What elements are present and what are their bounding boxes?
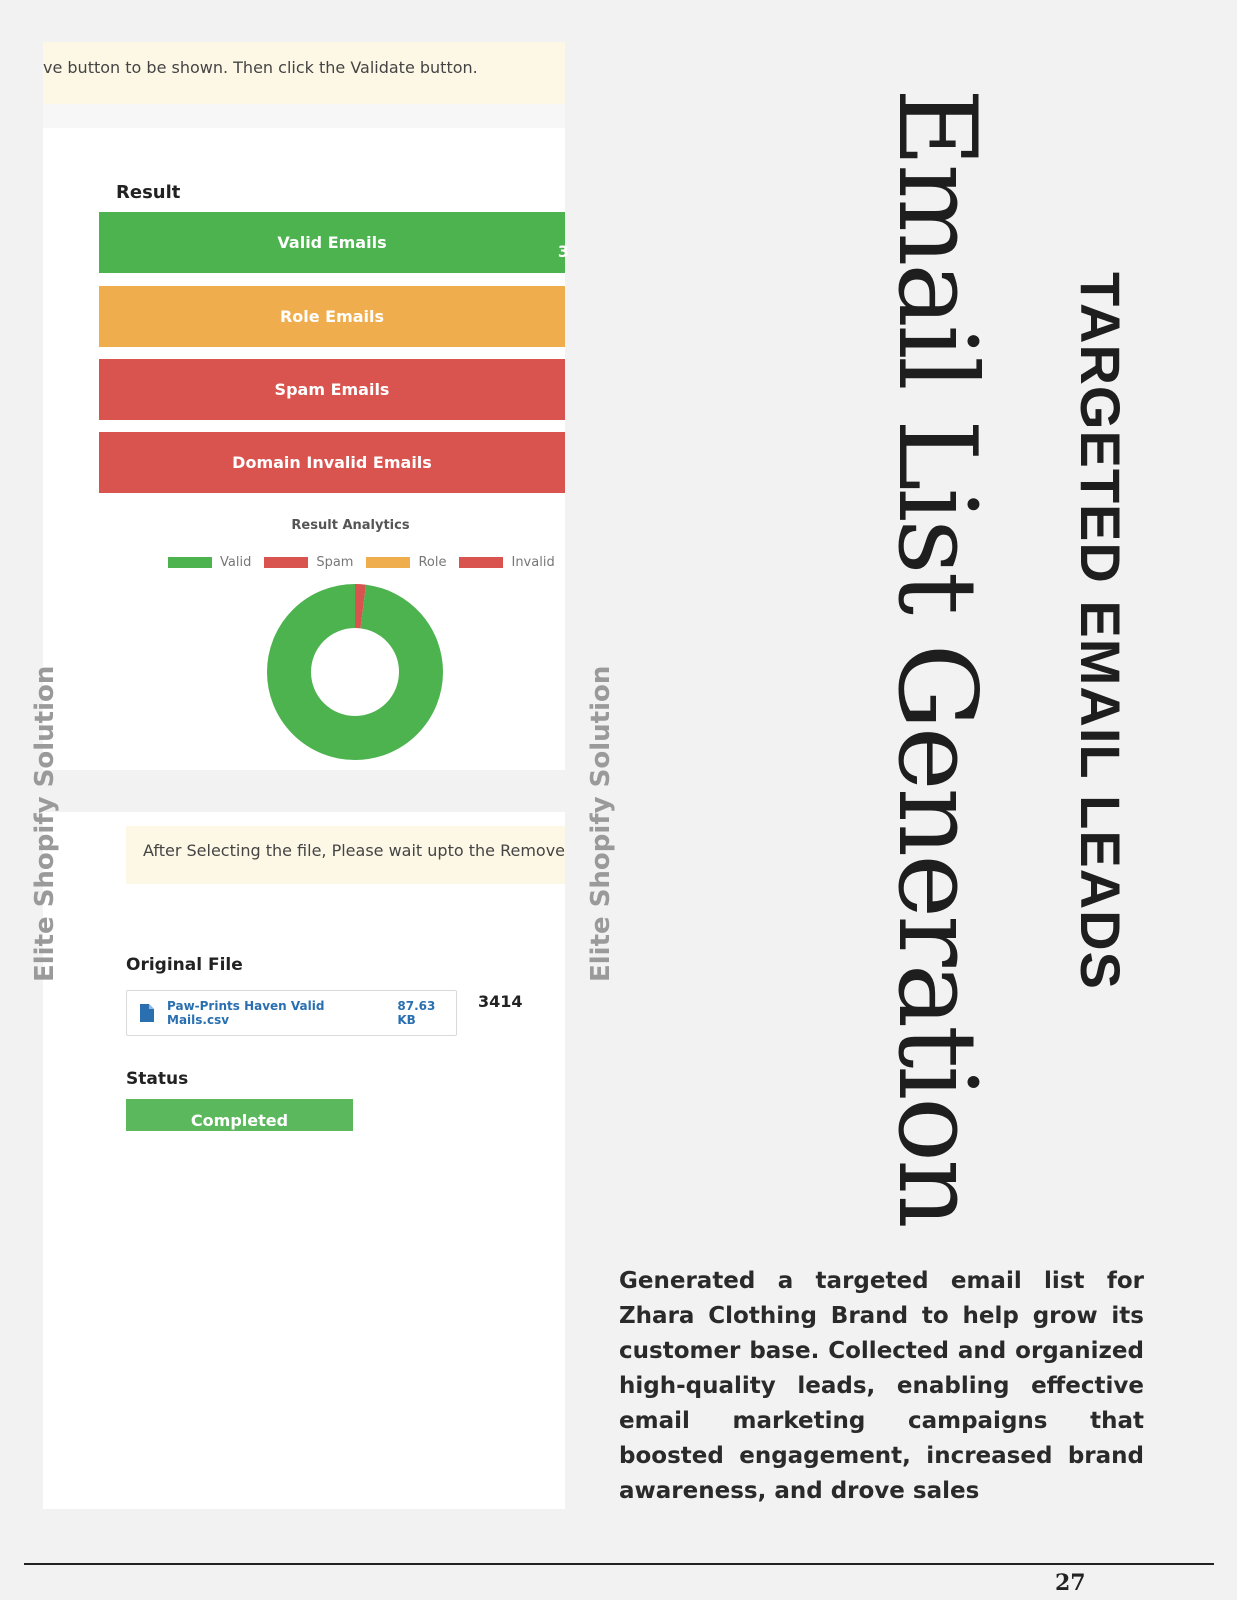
role-emails-label: Role Emails xyxy=(279,307,385,326)
spam-emails-button[interactable] xyxy=(99,359,565,420)
footer-divider xyxy=(24,1563,1214,1565)
legend-swatch-role xyxy=(366,557,410,568)
upload-panel-screenshot xyxy=(43,812,565,1509)
result-heading: Result xyxy=(116,182,181,203)
watermark-right: Elite Shopify Solution xyxy=(586,665,616,982)
legend-label-role: Role xyxy=(418,555,447,570)
validate-notice: ve button to be shown. Then click the Validate button. xyxy=(43,42,565,104)
file-size: 87.63 KB xyxy=(397,999,436,1027)
legend-swatch-spam xyxy=(264,557,308,568)
page-title: Email List Generation xyxy=(874,88,999,1226)
valid-emails-count: 3 xyxy=(557,242,569,261)
legend-item-spam[interactable] xyxy=(264,555,353,570)
legend-item-invalid[interactable] xyxy=(459,555,554,570)
domain-invalid-emails-label: Domain Invalid Emails xyxy=(232,453,432,472)
legend-label-invalid: Invalid xyxy=(511,555,555,570)
page-number: 27 xyxy=(1055,1570,1086,1596)
legend-item-role[interactable] xyxy=(366,555,446,570)
legend-label-valid: Valid xyxy=(220,555,252,570)
page-subtitle: TARGETED EMAIL LEADS xyxy=(1069,272,1132,990)
original-file-link[interactable] xyxy=(126,990,457,1036)
analytics-legend xyxy=(168,555,568,570)
valid-emails-label: Valid Emails xyxy=(277,233,387,252)
original-file-heading: Original File xyxy=(126,955,243,975)
role-emails-button[interactable] xyxy=(99,286,565,347)
result-analytics-title: Result Analytics xyxy=(291,518,410,533)
file-icon xyxy=(139,1003,155,1023)
upload-notice: After Selecting the file, Please wait upto the Remove xyxy=(126,826,565,884)
spam-emails-label: Spam Emails xyxy=(274,380,390,399)
status-badge: Completed xyxy=(126,1099,353,1131)
domain-invalid-emails-button[interactable] xyxy=(99,432,565,493)
legend-label-spam: Spam xyxy=(316,555,354,570)
file-email-count: 3414 xyxy=(478,992,523,1011)
donut-segment-valid[interactable] xyxy=(289,606,421,738)
valid-emails-button[interactable] xyxy=(99,212,569,273)
result-panel-screenshot xyxy=(43,42,569,770)
result-donut-chart xyxy=(265,582,445,762)
file-name: Paw-Prints Haven Valid Mails.csv xyxy=(167,999,325,1027)
status-heading: Status xyxy=(126,1069,189,1089)
legend-item-valid[interactable] xyxy=(168,555,251,570)
notice-divider xyxy=(43,104,565,128)
legend-swatch-invalid xyxy=(459,557,503,568)
project-description: Generated a targeted email list for Zhara Clothing Brand to help grow its customer base. Collected and organized high-quality leads, enabling effective email marketing campaigns that boosted engagement, increased brand awareness, and drove sales xyxy=(619,1268,1144,1504)
watermark-left: Elite Shopify Solution xyxy=(30,665,60,982)
legend-swatch-valid xyxy=(168,557,212,568)
